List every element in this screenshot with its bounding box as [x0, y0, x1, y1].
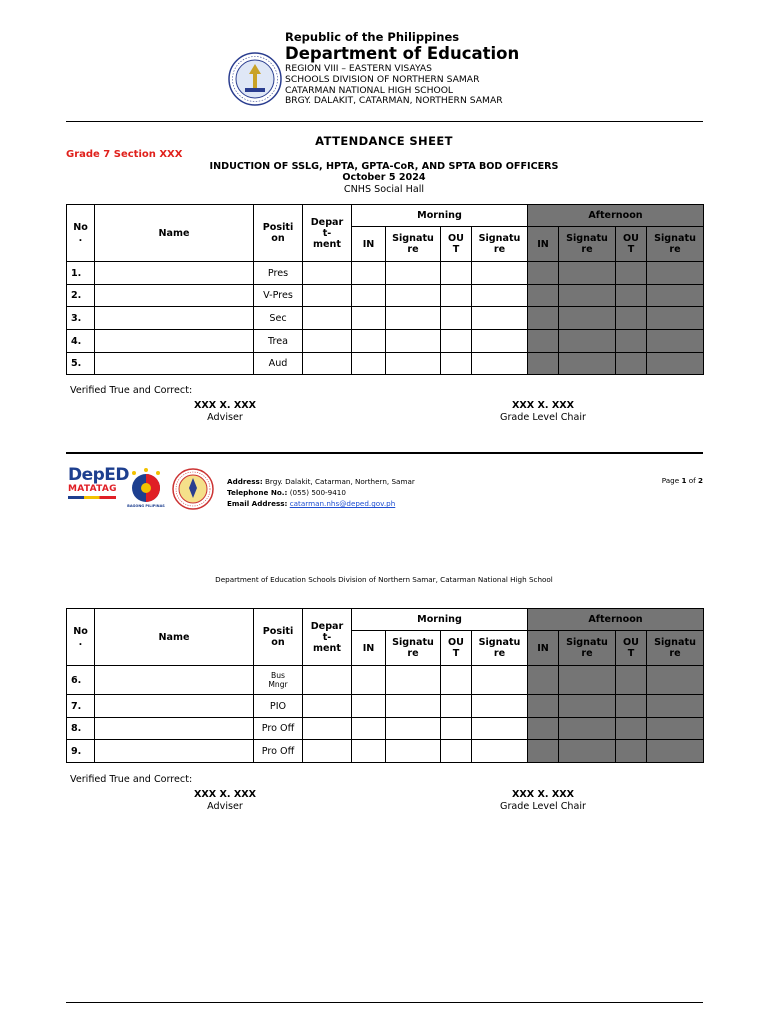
matatag-logo-text: MATATAG: [68, 484, 117, 494]
am-in-cell[interactable]: [352, 285, 386, 307]
division-line: SCHOOLS DIVISION OF NORTHERN SAMAR: [285, 73, 480, 85]
pm-out-signature-cell: [647, 262, 704, 285]
am-in-signature-cell[interactable]: [386, 285, 441, 307]
position-cell: Pres: [254, 262, 303, 285]
am-out-cell[interactable]: [441, 666, 472, 695]
email-label: Email Address:: [227, 499, 288, 508]
header-name: Name: [95, 205, 254, 262]
name-cell[interactable]: [95, 740, 254, 763]
am-out-cell[interactable]: [441, 695, 472, 718]
row-number: 6.: [67, 666, 95, 695]
chair-role: Grade Level Chair: [500, 801, 586, 812]
phone-value: (055) 500-9410: [289, 488, 346, 497]
deped-matatag-logo: [68, 465, 130, 508]
row-number: 2.: [67, 285, 95, 307]
pm-out-signature-cell: [647, 695, 704, 718]
adviser-role: Adviser: [207, 801, 243, 812]
attendance-table-2: [66, 608, 704, 763]
am-out-cell[interactable]: [441, 718, 472, 740]
verified-label: Verified True and Correct:: [70, 774, 193, 785]
am-out-signature-cell[interactable]: [472, 718, 528, 740]
name-cell[interactable]: [95, 330, 254, 353]
pm-in-cell: [528, 718, 559, 740]
header-pm-out-signature: Signatu re: [647, 227, 704, 262]
header-am-in-signature: Signatu re: [386, 631, 441, 666]
position-cell: Pro Off: [254, 740, 303, 763]
header-name: Name: [95, 609, 254, 666]
department-cell[interactable]: [303, 740, 352, 763]
address-label: Address:: [227, 477, 263, 486]
region-line: REGION VIII – EASTERN VISAYAS: [285, 63, 432, 74]
am-in-cell[interactable]: [352, 666, 386, 695]
row-number: 1.: [67, 262, 95, 285]
header-position: Positi on: [254, 205, 303, 262]
pm-in-cell: [528, 695, 559, 718]
position-cell: Aud: [254, 353, 303, 375]
header-morning: Morning: [352, 205, 528, 227]
pm-out-cell: [616, 307, 647, 330]
pm-out-cell: [616, 285, 647, 307]
pm-in-signature-cell: [559, 695, 616, 718]
name-cell[interactable]: [95, 262, 254, 285]
header-am-out: OU T: [441, 631, 472, 666]
am-out-signature-cell[interactable]: [472, 740, 528, 763]
row-number: 8.: [67, 718, 95, 740]
table-row: [67, 695, 704, 718]
table-row: [67, 353, 704, 375]
event-venue: CNHS Social Hall: [343, 184, 425, 195]
pm-out-signature-cell: [647, 740, 704, 763]
header-pm-out: OU T: [616, 631, 647, 666]
pm-out-cell: [616, 262, 647, 285]
am-in-signature-cell[interactable]: [386, 330, 441, 353]
row-number: 5.: [67, 353, 95, 375]
pm-out-cell: [616, 718, 647, 740]
header-department: Depar t- ment: [303, 205, 352, 262]
name-cell[interactable]: [95, 307, 254, 330]
department-cell[interactable]: [303, 262, 352, 285]
header-am-in-signature: Signatu re: [386, 227, 441, 262]
grade-section: Grade 7 Section XXX: [66, 149, 183, 160]
position-cell: Trea: [254, 330, 303, 353]
pm-in-signature-cell: [559, 718, 616, 740]
deped-seal-icon: [228, 52, 282, 106]
pm-out-signature-cell: [647, 330, 704, 353]
pm-in-signature-cell: [559, 353, 616, 375]
attendance-table-1: [66, 204, 704, 375]
am-in-cell[interactable]: [352, 307, 386, 330]
phone-label: Telephone No.:: [227, 488, 288, 497]
am-in-cell[interactable]: [352, 353, 386, 375]
am-in-signature-cell[interactable]: [386, 666, 441, 695]
position-cell: V-Pres: [254, 285, 303, 307]
table-row: [67, 330, 704, 353]
school-line: CATARMAN NATIONAL HIGH SCHOOL: [285, 84, 454, 96]
header-divider: [66, 121, 703, 122]
pm-out-signature-cell: [647, 285, 704, 307]
row-number: 4.: [67, 330, 95, 353]
pm-in-signature-cell: [559, 666, 616, 695]
am-out-signature-cell[interactable]: [472, 262, 528, 285]
pm-in-signature-cell: [559, 285, 616, 307]
letterhead: [228, 30, 588, 112]
header-position: Positi on: [254, 609, 303, 666]
pm-out-signature-cell: [647, 353, 704, 375]
name-cell[interactable]: [95, 353, 254, 375]
am-out-signature-cell[interactable]: [472, 307, 528, 330]
header-pm-in-signature: Signatu re: [559, 227, 616, 262]
position-cell: Pro Off: [254, 718, 303, 740]
am-in-signature-cell[interactable]: [386, 353, 441, 375]
header-afternoon: Afternoon: [528, 609, 704, 631]
am-out-signature-cell[interactable]: [472, 330, 528, 353]
pm-in-cell: [528, 307, 559, 330]
pm-in-signature-cell: [559, 740, 616, 763]
pm-out-cell: [616, 330, 647, 353]
header-am-in: IN: [352, 227, 386, 262]
table-row: [67, 262, 704, 285]
header-morning: Morning: [352, 609, 528, 631]
header-pm-in: IN: [528, 631, 559, 666]
pm-in-cell: [528, 666, 559, 695]
am-out-cell[interactable]: [441, 353, 472, 375]
pm-out-cell: [616, 666, 647, 695]
name-cell[interactable]: [95, 285, 254, 307]
header-pm-out-signature: Signatu re: [647, 631, 704, 666]
pm-out-signature-cell: [647, 718, 704, 740]
department-cell[interactable]: [303, 330, 352, 353]
deped-logo-text: DepED: [68, 465, 130, 485]
name-cell[interactable]: [95, 695, 254, 718]
am-in-cell[interactable]: [352, 330, 386, 353]
pm-out-cell: [616, 695, 647, 718]
am-in-signature-cell[interactable]: [386, 718, 441, 740]
am-in-signature-cell[interactable]: [386, 740, 441, 763]
matatag-stripe: [68, 496, 116, 499]
table-row: [67, 285, 704, 307]
am-out-signature-cell[interactable]: [472, 695, 528, 718]
header-am-out-signature: Signatu re: [472, 631, 528, 666]
department-cell[interactable]: [303, 666, 352, 695]
pm-in-cell: [528, 740, 559, 763]
sheet-title: ATTENDANCE SHEET: [315, 134, 453, 148]
table-row: [67, 666, 704, 695]
row-number: 7.: [67, 695, 95, 718]
am-in-cell[interactable]: [352, 718, 386, 740]
footer-divider: [66, 1002, 703, 1003]
department-cell[interactable]: [303, 285, 352, 307]
position-cell: Bus Mngr: [254, 666, 303, 695]
am-in-cell[interactable]: [352, 695, 386, 718]
page-footer: [66, 454, 703, 506]
email-link[interactable]: catarman.nhs@deped.gov.ph: [289, 499, 396, 508]
am-out-signature-cell[interactable]: [472, 666, 528, 695]
pm-in-signature-cell: [559, 262, 616, 285]
event-date: October 5 2024: [342, 172, 426, 183]
pm-in-signature-cell: [559, 307, 616, 330]
table-row: [67, 740, 704, 763]
am-out-cell[interactable]: [441, 262, 472, 285]
header-no: No .: [67, 609, 95, 666]
adviser-name: XXX X. XXX: [193, 400, 257, 411]
pm-out-cell: [616, 740, 647, 763]
chair-name: XXX X. XXX: [511, 400, 575, 411]
am-in-signature-cell[interactable]: [386, 307, 441, 330]
table-row: [67, 307, 704, 330]
event-title: INDUCTION OF SSLG, HPTA, GPTA-CoR, AND SPTA BOD OFFICERS: [209, 161, 559, 172]
pm-out-cell: [616, 353, 647, 375]
row-number: 3.: [67, 307, 95, 330]
department-cell[interactable]: [303, 307, 352, 330]
republic-label: Republic of the Philippines: [285, 30, 460, 44]
header-pm-out: OU T: [616, 227, 647, 262]
header-no: No .: [67, 205, 95, 262]
am-in-signature-cell[interactable]: [386, 695, 441, 718]
chair-role: Grade Level Chair: [500, 412, 586, 423]
am-out-cell[interactable]: [441, 285, 472, 307]
am-out-signature-cell[interactable]: [472, 353, 528, 375]
position-cell: PIO: [254, 695, 303, 718]
name-cell[interactable]: [95, 666, 254, 695]
department-cell[interactable]: [303, 695, 352, 718]
am-in-signature-cell[interactable]: [386, 262, 441, 285]
school-seal-icon: [172, 468, 214, 510]
am-out-cell[interactable]: [441, 307, 472, 330]
adviser-role: Adviser: [207, 412, 243, 423]
header-afternoon: Afternoon: [528, 205, 704, 227]
am-out-cell[interactable]: [441, 330, 472, 353]
footer-contact: [227, 476, 415, 509]
address-line: BRGY. DALAKIT, CATARMAN, NORTHERN SAMAR: [285, 95, 503, 107]
table-row: [67, 718, 704, 740]
row-number: 9.: [67, 740, 95, 763]
department-cell[interactable]: [303, 718, 352, 740]
chair-name: XXX X. XXX: [511, 789, 575, 800]
header-am-out: OU T: [441, 227, 472, 262]
am-in-cell[interactable]: [352, 740, 386, 763]
letterhead-text: [285, 30, 519, 107]
pm-out-signature-cell: [647, 307, 704, 330]
pm-in-cell: [528, 262, 559, 285]
name-cell[interactable]: [95, 718, 254, 740]
header-pm-in-signature: Signatu re: [559, 631, 616, 666]
pm-in-cell: [528, 330, 559, 353]
bagong-pilipinas-logo-icon: [126, 468, 166, 508]
department-title: Department of Education: [285, 44, 520, 63]
pm-in-cell: [528, 353, 559, 375]
pm-in-signature-cell: [559, 330, 616, 353]
verified-label: Verified True and Correct:: [70, 385, 193, 396]
header-am-in: IN: [352, 631, 386, 666]
am-out-signature-cell[interactable]: [472, 285, 528, 307]
am-in-cell[interactable]: [352, 262, 386, 285]
adviser-name: XXX X. XXX: [193, 789, 257, 800]
department-cell[interactable]: [303, 353, 352, 375]
am-out-cell[interactable]: [441, 740, 472, 763]
header-am-out-signature: Signatu re: [472, 227, 528, 262]
page-number: Page 1 of 2: [661, 476, 703, 485]
running-header: Department of Education Schools Division of Northern Samar, Catarman National High School: [215, 575, 553, 584]
pm-in-cell: [528, 285, 559, 307]
position-cell: Sec: [254, 307, 303, 330]
header-department: Depar t- ment: [303, 609, 352, 666]
pm-out-signature-cell: [647, 666, 704, 695]
header-pm-in: IN: [528, 227, 559, 262]
bagong-pilipinas-text: BAGONG PILIPINAS: [127, 504, 165, 508]
address-value: Brgy. Dalakit, Catarman, Northern, Samar: [265, 477, 415, 486]
